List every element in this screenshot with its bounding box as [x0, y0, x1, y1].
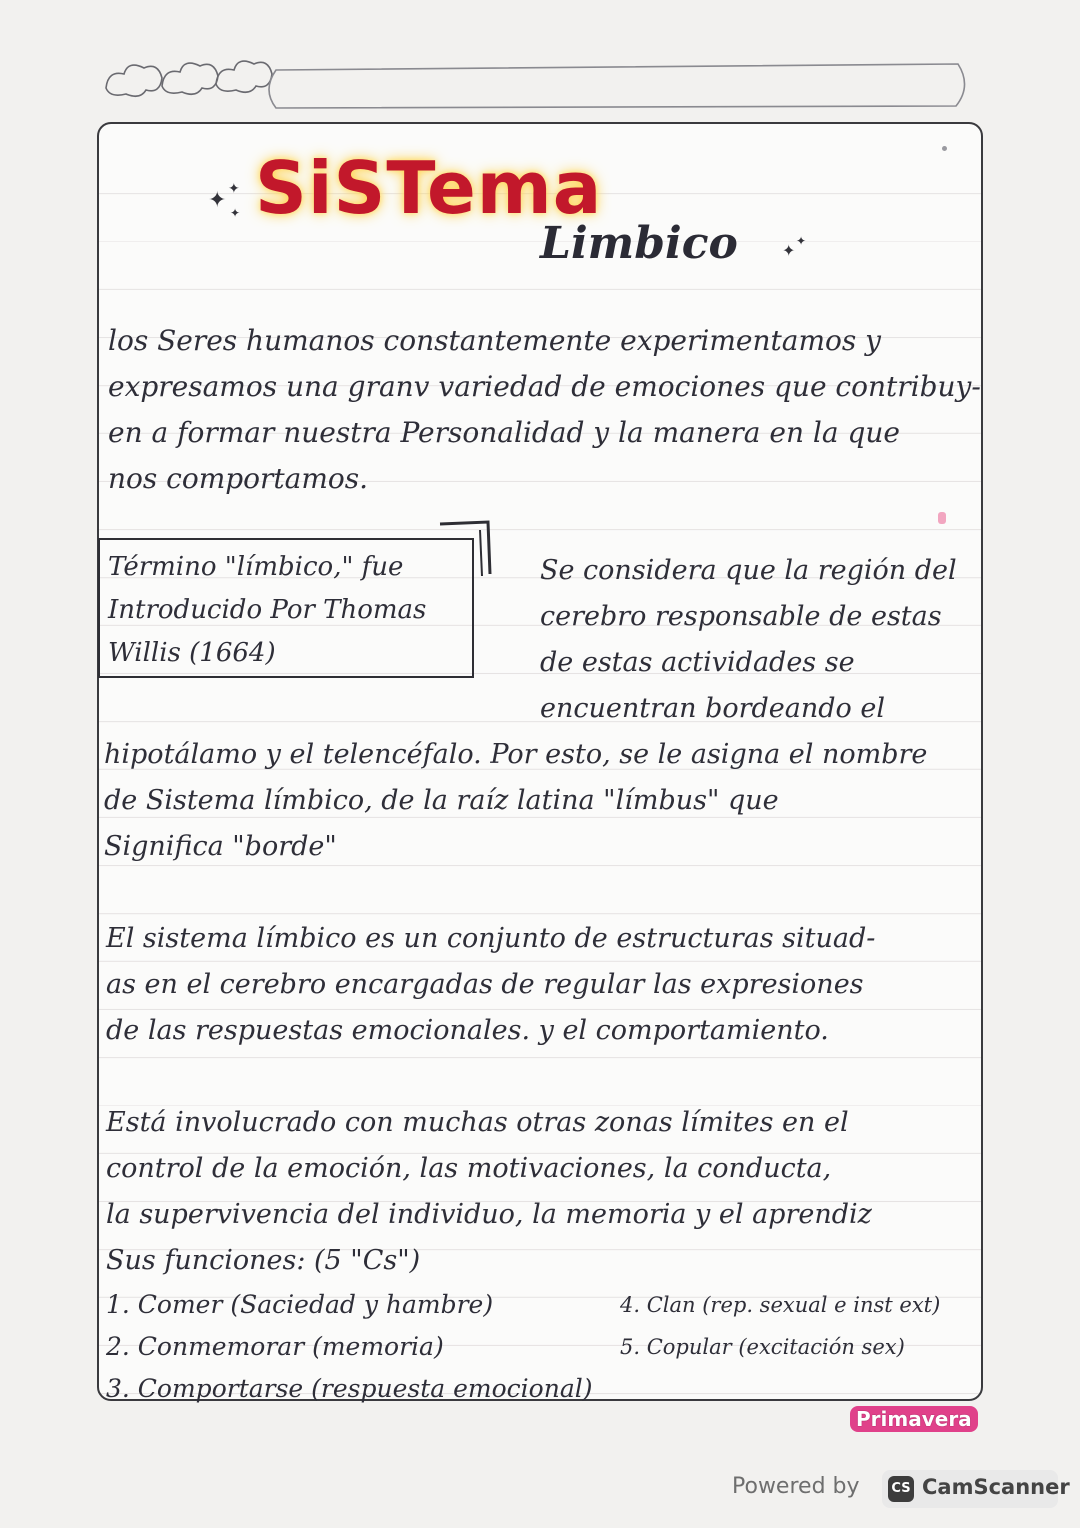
text-line: Está involucrado con muchas otras zonas límites en el: [106, 1107, 849, 1138]
text-line: expresamos una granv variedad de emociones que contribuy-: [108, 370, 981, 403]
involvement-paragraph: [106, 1100, 976, 1284]
title-main: SiSTema: [255, 146, 603, 230]
text-line: cerebro responsable de estas: [540, 601, 942, 632]
ink-dot: [942, 146, 947, 151]
text-line: Willis (1664): [108, 638, 276, 668]
list-item: 4. Clan (rep. sexual e inst ext): [620, 1293, 941, 1317]
term-box: [98, 538, 474, 678]
intro-paragraph: [108, 318, 981, 502]
powered-by-label: Powered by: [732, 1474, 860, 1499]
pill-outline: [269, 64, 965, 108]
flower-doodle-icon: [106, 61, 272, 96]
text-line: nos comportamos.: [108, 462, 369, 495]
camscanner-name: CamScanner: [922, 1475, 1070, 1499]
text-line: control de la emoción, las motivaciones, la conducta,: [106, 1153, 832, 1184]
text-line: en a formar nuestra Personalidad y la manera en la que: [108, 416, 900, 449]
text-line: Introducido Por Thomas: [108, 595, 427, 625]
text-line: los Seres humanos constantemente experimentamos y: [108, 324, 881, 357]
sparkle-icon: ✦: [208, 188, 227, 213]
list-item: 2. Conmemorar (memoria): [106, 1332, 444, 1361]
text-line: Significa "borde": [104, 831, 337, 862]
sparkle-icon: ✦: [782, 241, 796, 260]
text-line: encuentran bordeando el: [540, 693, 886, 724]
functions-list-left: [106, 1284, 626, 1410]
text-line: de las respuestas emocionales. y el comportamiento.: [106, 1015, 829, 1046]
camscanner-icon: CS: [888, 1476, 914, 1502]
text-line: hipotálamo y el telencéfalo. Por esto, se le asigna el nombre: [104, 739, 928, 770]
list-item: 3. Comportarse (respuesta emocional): [106, 1374, 593, 1403]
text-line: de Sistema límbico, de la raíz latina "límbus" que: [104, 785, 779, 816]
list-item: 1. Comer (Saciedad y hambre): [106, 1290, 494, 1319]
scanner-watermark: [732, 1470, 1070, 1510]
text-line: de estas actividades se: [540, 647, 855, 678]
text-line: Término "límbico," fue: [108, 552, 404, 582]
sparkle-icon: ✦: [228, 181, 240, 197]
text-line: Se considera que la región del: [540, 555, 957, 586]
text-line: El sistema límbico es un conjunto de estructuras situad-: [106, 923, 876, 954]
sparkle-icon: ✦: [796, 234, 807, 248]
top-doodle-ornament: [98, 58, 978, 114]
text-line: la supervivencia del individuo, la memoria y el aprendiz: [106, 1199, 872, 1230]
list-item: 5. Copular (excitación sex): [620, 1335, 905, 1359]
text-line: Sus funciones: (5 "Cs"): [106, 1245, 421, 1276]
text-line: as en el cerebro encargadas de regular las expresiones: [106, 969, 864, 1000]
functions-list-right: [620, 1284, 980, 1368]
title-sub: Limbico: [540, 218, 738, 269]
region-continued-paragraph: [104, 732, 984, 870]
region-paragraph: [540, 548, 970, 732]
brand-logo: Primavera: [850, 1406, 978, 1432]
camscanner-logo: [882, 1470, 1070, 1508]
sparkle-icon: ✦: [230, 206, 241, 220]
title-block: [200, 128, 840, 278]
ink-dot: [938, 512, 946, 524]
definition-paragraph: [106, 916, 976, 1054]
